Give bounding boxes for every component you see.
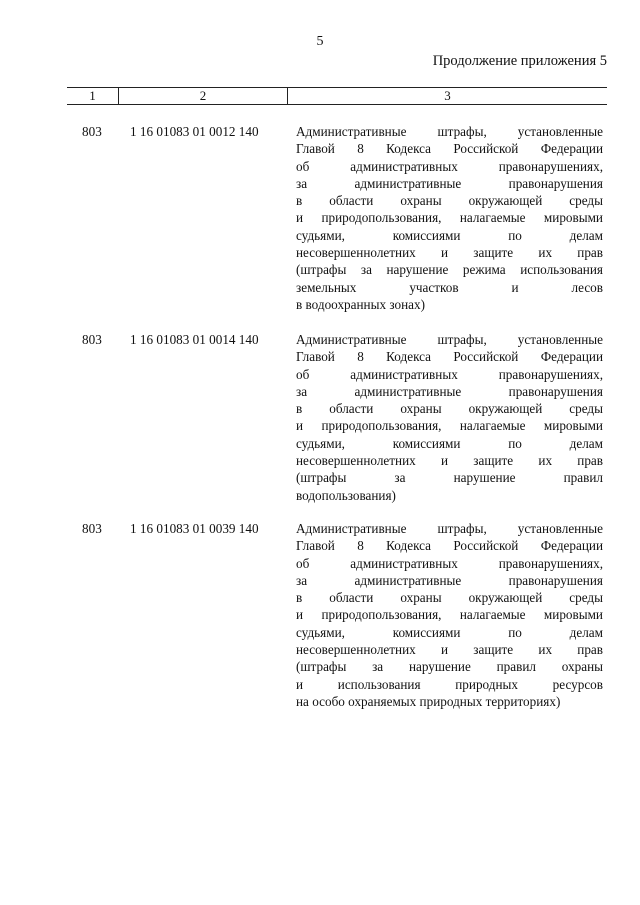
description-line: Административные штрафы, установленные [296, 124, 603, 139]
description-line: и природопользования, налагаемые мировыми [296, 418, 603, 434]
description-line: (штрафы за нарушение правил [296, 470, 603, 486]
kbk-code: 1 16 01083 01 0039 140 [130, 521, 259, 536]
description [296, 123, 603, 313]
description-line: (штрафы за нарушение правил охраны [296, 659, 603, 675]
continuation-label: Продолжение приложения 5 [432, 53, 607, 69]
description-line: (штрафы за нарушение режима использования [296, 262, 603, 278]
description-line: и природопользования, налагаемые мировыми [296, 210, 603, 226]
description-line: Административные штрафы, установленные [296, 332, 603, 347]
description [296, 520, 603, 710]
description [296, 331, 603, 504]
description-line: несовершеннолетних и защите их прав [296, 642, 603, 658]
description-line: Главой 8 Кодекса Российской Федерации [296, 141, 603, 157]
description-line: за административные правонарушения [296, 383, 603, 399]
description-line: об административных правонарушениях, [296, 555, 603, 571]
description-line: несовершеннолетних и защите их прав [296, 453, 603, 469]
kbk-code: 1 16 01083 01 0014 140 [130, 332, 259, 347]
description-line: об административных правонарушениях, [296, 158, 603, 174]
description-line: судьями, комиссиями по делам [296, 227, 603, 243]
description-line: Главой 8 Кодекса Российской Федерации [296, 349, 603, 365]
description-line: в области охраны окружающей среды [296, 193, 603, 209]
admin-code: 803 [82, 124, 102, 139]
description-line: об административных правонарушениях, [296, 366, 603, 382]
description-line: водопользования) [296, 487, 396, 503]
page-number: 5 [316, 34, 324, 49]
description-line: за административные правонарушения [296, 175, 603, 191]
description-line: земельных участков и лесов [296, 279, 603, 295]
description-line: в водоохранных зонах) [296, 296, 425, 312]
header-col-3: 3 [444, 88, 451, 103]
description-line: несовершеннолетних и защите их прав [296, 245, 603, 261]
description-line: и природопользования, налагаемые мировыми [296, 607, 603, 623]
description-line: судьями, комиссиями по делам [296, 435, 603, 451]
description-line: Главой 8 Кодекса Российской Федерации [296, 538, 603, 554]
admin-code: 803 [82, 332, 102, 347]
description-line: за административные правонарушения [296, 572, 603, 588]
table-header [67, 87, 607, 105]
description-line: на особо охраняемых природных территориях) [296, 693, 561, 709]
description-line: судьями, комиссиями по делам [296, 624, 603, 640]
kbk-code: 1 16 01083 01 0012 140 [130, 124, 259, 139]
description-line: Административные штрафы, установленные [296, 521, 603, 536]
admin-code: 803 [82, 521, 102, 536]
description-line: и использования природных ресурсов [296, 676, 603, 692]
header-col-1: 1 [67, 88, 119, 104]
description-line: в области охраны окружающей среды [296, 590, 603, 606]
header-col-2: 2 [119, 88, 288, 104]
description-line: в области охраны окружающей среды [296, 401, 603, 417]
